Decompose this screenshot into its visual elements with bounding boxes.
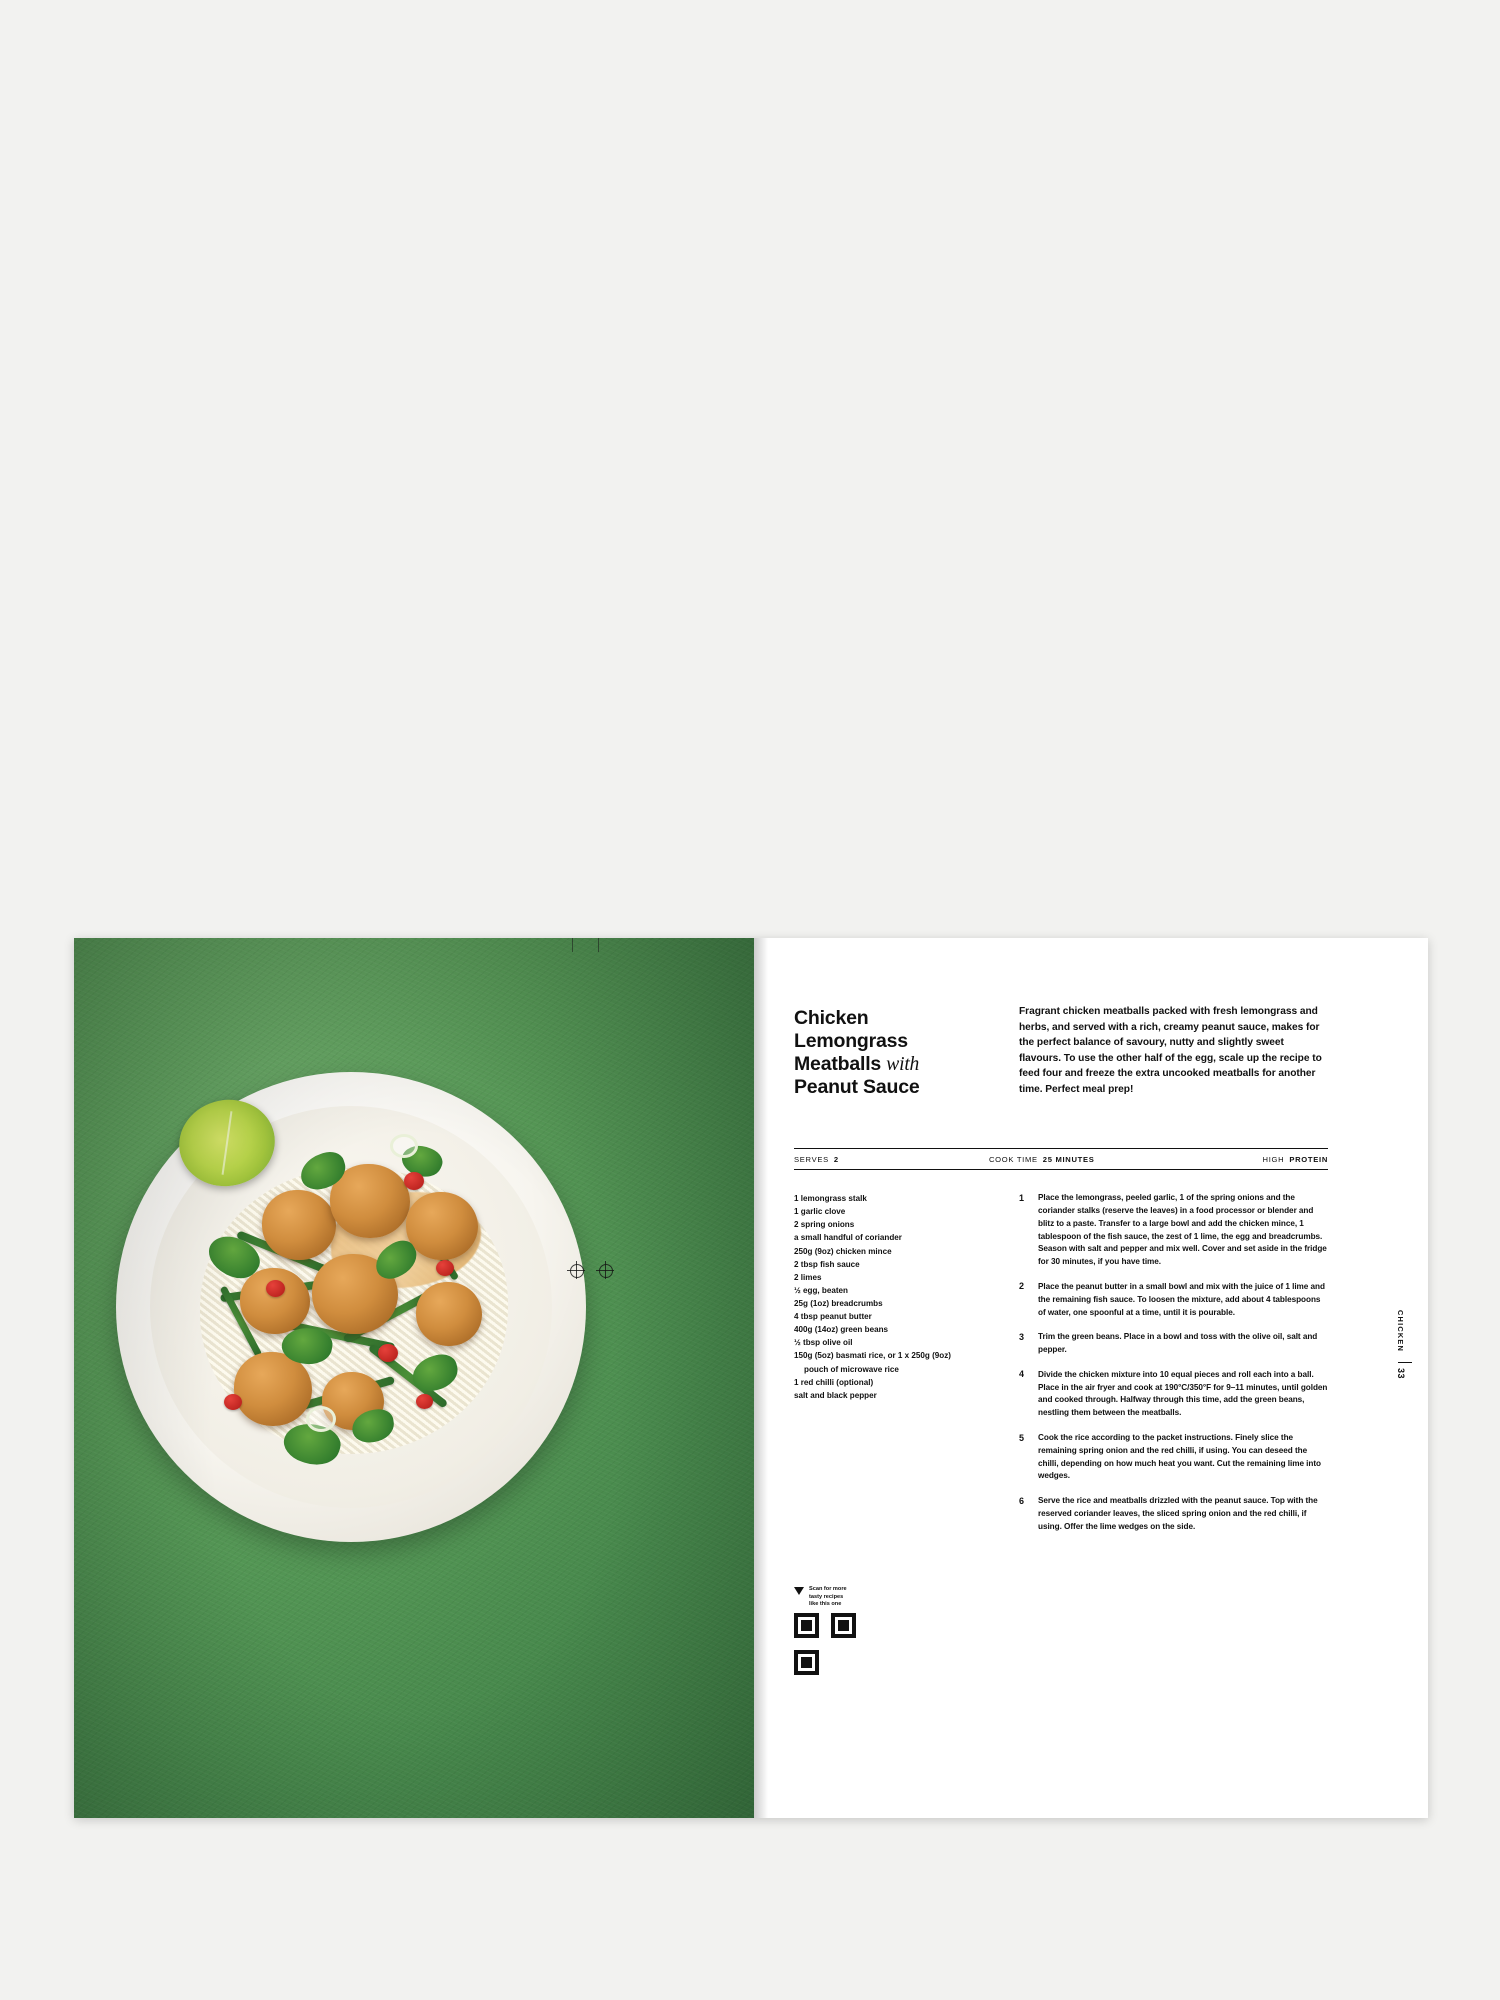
recipe-meta-bar — [794, 1148, 1328, 1170]
recipe-photo-page — [74, 938, 754, 1818]
step-text: Divide the chicken mixture into 10 equal pieces and roll each into a ball. Place in the air fryer and cook at 190°C/350°F for 9–11 minutes, until golden and cooked through. Halfway through this time, add the green beans, nestling them between the meatballs. — [1038, 1369, 1328, 1418]
ingredient-item: 150g (5oz) basmati rice, or 1 x 250g (9oz) — [794, 1351, 951, 1361]
ingredient-item: 2 spring onions — [794, 1220, 855, 1230]
recipe-title-line-3: Meatballs with — [794, 1053, 920, 1076]
qr-code-icon[interactable] — [794, 1613, 856, 1675]
recipe-title-line-2: Lemongrass — [794, 1030, 908, 1053]
ingredient-item: 4 tbsp peanut butter — [794, 1312, 872, 1322]
qr-finder-bottom-left — [794, 1650, 819, 1675]
ingredient-item: 400g (14oz) green beans — [794, 1325, 889, 1335]
step-text: Trim the green beans. Place in a bowl and toss with the olive oil, salt and pepper. — [1038, 1332, 1318, 1355]
recipe-title-line-4: Peanut Sauce — [794, 1076, 920, 1099]
cook-time-meta — [989, 1155, 1263, 1164]
ingredient-item: 2 limes — [794, 1272, 822, 1282]
serves-value: 2 — [833, 1154, 839, 1164]
step-number: 6 — [1019, 1495, 1025, 1506]
step-number: 4 — [1019, 1369, 1025, 1380]
gutter-shadow — [754, 938, 768, 1818]
recipe-title — [794, 1007, 989, 1099]
arrow-down-icon — [794, 1587, 804, 1595]
recipe-title-line-1: Chicken — [794, 1007, 869, 1030]
ingredient-item: 250g (9oz) chicken mince — [794, 1246, 892, 1256]
ingredient-item: ½ tbsp olive oil — [794, 1338, 853, 1348]
serves-label: SERVES — [794, 1154, 829, 1164]
qr-finder-top-right — [831, 1613, 856, 1638]
step-text: Place the lemongrass, peeled garlic, 1 of the spring onions and the coriander stalks (reserve the leaves) in a food processor or blender and blitz to a paste. Transfer to a large bowl and add the chicken mince, 1 tablespoon of the fish sauce, the zest of 1 lime, the egg and breadcrumbs. Season with salt and pepper and mix well. Cover and set aside in the fridge for 30 minutes, if you have time. — [1038, 1193, 1327, 1267]
method-step — [1019, 1495, 1328, 1533]
method-step — [1019, 1192, 1328, 1269]
divider — [1398, 1362, 1412, 1363]
recipe-title-italic-word: with — [886, 1054, 920, 1076]
cook-time-label: COOK TIME — [989, 1154, 1038, 1164]
photo-vignette — [74, 938, 754, 1818]
qr-finder-top-left — [794, 1613, 819, 1638]
diet-tag — [1263, 1155, 1328, 1164]
step-number: 2 — [1019, 1281, 1025, 1292]
recipe-text-page — [754, 938, 1428, 1818]
method-step — [1019, 1331, 1328, 1357]
method-step — [1019, 1281, 1328, 1319]
qr-caption-line-3: like this one — [809, 1601, 842, 1608]
qr-caption-line-2: tasty recipes — [809, 1593, 844, 1600]
recipe-header — [794, 994, 1328, 1112]
qr-promo-block[interactable] — [794, 1586, 924, 1675]
step-text: Cook the rice according to the packet instructions. Finely slice the remaining spring onion and the red chilli, if using. You can deseed the chilli, depending on how much heat you want. Cut the remaining lime into wedges. — [1038, 1433, 1321, 1481]
ingredient-item: ½ egg, beaten — [794, 1285, 848, 1295]
ingredient-item-continued: pouch of microwave rice — [804, 1364, 899, 1374]
method-steps — [1019, 1192, 1328, 1546]
ingredient-item: salt and black pepper — [794, 1390, 877, 1400]
ingredient-item: 1 red chilli (optional) — [794, 1377, 874, 1387]
qr-caption-line-1: Scan for more — [809, 1586, 847, 1592]
step-number: 3 — [1019, 1331, 1025, 1342]
chapter-label: CHICKEN — [1396, 1310, 1405, 1353]
ingredients-list — [794, 1192, 989, 1546]
ingredient-item: 1 garlic clove — [794, 1207, 846, 1217]
qr-caption-text — [809, 1586, 847, 1609]
cook-time-value: 25 MINUTES — [1042, 1154, 1095, 1164]
recipe-intro: Fragrant chicken meatballs packed with fresh lemongrass and herbs, and served with a rich, creamy peanut sauce, makes for the perfect balance of savoury, nutty and slightly sweet flavours. To use the other half of the egg, scale up the recipe to feed four and freeze the extra uncooked meatballs for another time. Perfect meal prep! — [1019, 1006, 1322, 1095]
step-number: 1 — [1019, 1192, 1025, 1203]
ingredient-item: 1 lemongrass stalk — [794, 1194, 867, 1204]
diet-tag-label: HIGH — [1262, 1154, 1285, 1164]
qr-caption — [794, 1586, 924, 1609]
page-side-tab — [1396, 1310, 1414, 1379]
ingredient-item: a small handful of coriander — [794, 1233, 902, 1243]
serves-meta — [794, 1155, 989, 1164]
method-step — [1019, 1432, 1328, 1483]
ingredient-item: 25g (1oz) breadcrumbs — [794, 1299, 883, 1308]
step-text: Place the peanut butter in a small bowl and mix with the juice of 1 lime and the remaining fish sauce. To loosen the mixture, add about 4 tablespoons of water, one spoonful at a time, until it is pourable. — [1038, 1281, 1325, 1317]
method-step — [1019, 1369, 1328, 1420]
diet-tag-value: PROTEIN — [1289, 1154, 1328, 1164]
ingredient-item: 2 tbsp fish sauce — [794, 1259, 860, 1269]
page-number: 33 — [1396, 1368, 1406, 1380]
step-text: Serve the rice and meatballs drizzled with the peanut sauce. Top with the reserved coriander leaves, the sliced spring onion and the red chilli, if using. Offer the lime wedges on the side. — [1038, 1496, 1318, 1531]
book-spread — [74, 938, 1428, 1818]
step-number: 5 — [1019, 1432, 1025, 1443]
